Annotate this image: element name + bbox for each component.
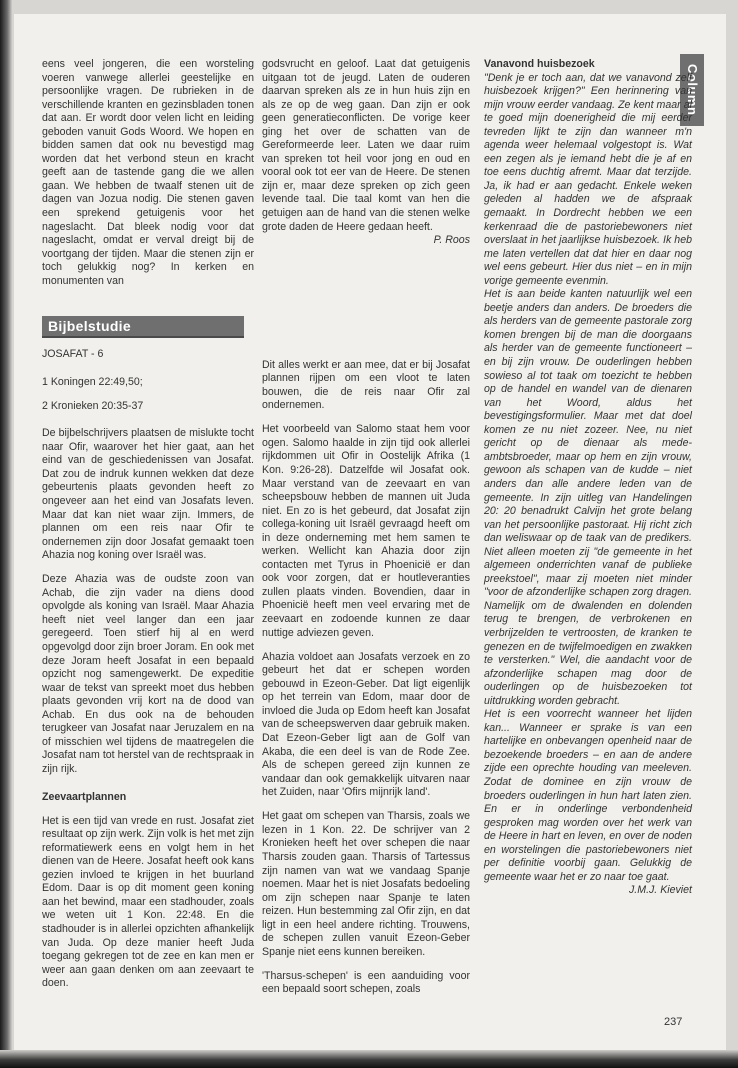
article-paragraph: Het gaat om schepen van Tharsis, zoals we lezen in 1 Kon. 22. De schrijver van 2 Kronieken heeft het over schepen die naar Tharsis zouden gaan. Tharsis of Tartessus zijn namen van wat we vandaag Spanje noemen. Maar het is niet Josafats bedoeling om zijn schepen naar Spanje te laten reizen. Hun bestemming zal Ofir zijn, en dat ligt in een heel andere richting. Trouwens, de schepen zullen vanuit Ezeon-Geber Spanje niet eens kunnen bereiken. (262, 810, 470, 958)
column-three (484, 58, 692, 898)
article-paragraph: Het is een tijd van vrede en rust. Josafat ziet resultaat op zijn werk. Zijn volk is het met zijn reformatiewerk eens en volgt hem in het dienen van de Heere. Josafat heeft ook kans gezien invloed te krijgen in het buurland Edom. Daar is op dit moment geen koning aan het bewind, maar een stadhouder, zoals we weten uit 1 Kon. 22:48. En die stadhouder is in allerlei opzichten afhankelijk van Juda. Op deze manier heeft Juda toegang gekregen tot de zee en kan men er weer aan gaan denken om aan zeevaart te doen. (42, 814, 254, 990)
article-paragraph: Dit alles werkt er aan mee, dat er bij Josafat plannen rijpen om een vloot te laten bouwen, die de reis naar Ofir zal ondernemen. (262, 358, 470, 412)
article-paragraph: Het voorbeeld van Salomo staat hem voor ogen. Salomo haalde in zijn tijd ook allerlei rijkdommen uit Ofir in Oostelijk Afrika (1 Kon. 9:26-28). Datzelfde wil Josafat ook. Maar verstand van de zeevaart en van scheepsbouw hebben de mannen uit Juda niet. En zo is het gebeurd, dat Josafat zijn collega-koning uit Israël gevraagd heeft om in deze onderneming met hem samen te werken. Wellicht kan Ahazia door zijn contacten met Tyrus in Phoenicië er dan ook voor zorgen, dat er houtleveranties zullen plaats vinden. Bovendien, daar in Phoenicië heeft men veel ervaring met de zeevaart en zodoende kunnen ze daar nuttige adviezen geven. (262, 423, 470, 639)
column-paragraph: Het is aan beide kanten natuurlijk wel een beetje anders dan anders. De broeders die als herders van de gemeente pastorale zorg komen brengen bij de man die doorgaans als herder van de gemeente functioneert – en bij zijn vrouw. De ouderlingen hebben sowieso al tot taak om toezicht te hebben op de handel en wandel van de dienaren van het Woord, aldus het bevestigingsformulier. Maar met dat doel komen ze nu niet zozeer. Nee, nu niet gericht op de dienaar als mede-ambtsbroeder, maar op hem en zijn vrouw, gewoon als schapen van de kudde – niet anders dan alle andere leden van de gemeente. In zijn uitleg van Handelingen 20: 20 benadrukt Calvijn het grote belang van het persoonlijke pastoraat. Hij richt zich dan weliswaar op de taak van de predikers. Niet alleen moeten zij "de gemeente in het algemeen onderrichten vanaf de publieke preekstoel", maar zij moeten niet minder "voor de afzonderlijke schapen zorg dragen. Namelijk om de dwalenden en dolenden terug te brengen, de verbrokenen en verbrijzelden te vertroosten, de kranken te genezen en de twijfelmoedigen en zwakken te versterken." Wel, die aandacht voor de afzonderlijke schapen mag door de ouderlingen op de huisbezoeken tot uitdrukking worden gebracht. (484, 288, 692, 707)
column-two-article (262, 348, 470, 1008)
column-one-article (42, 348, 254, 1001)
article-paragraph: Deze Ahazia was de oudste zoon van Achab, die zijn vader na diens dood opvolgde als koning van Israël. Maar Ahazia heeft niet veel langer dan een jaar geregeerd. Toen stierf hij al en werd opgevolgd door zijn broer Joram. En ook met deze Joram heeft Josafat in een bepaald opzicht nog samengewerkt. De expeditie waar de tekst van spreekt moet dus hebben plaats gevonden vrij kort na de dood van Achab. En dus ook na de behouden terugkeer van Josafat naar Jeruzalem en na of misschien wel tijdens de maatregelen die Josafat nam tot herstel van de rechtspraak in zijn rijk. (42, 573, 254, 775)
column-section-tab: Column (680, 54, 704, 126)
column-two-top (262, 58, 470, 248)
section-heading-bijbelstudie: Bijbelstudie (42, 316, 244, 338)
column-author: J.M.J. Kieviet (629, 884, 692, 897)
author-byline: P. Roos (433, 234, 470, 247)
scripture-reference-1: 1 Koningen 22:49,50; (42, 375, 143, 388)
column-paragraph: Het is een voorrecht wanneer het lijden kan... Wanneer er sprake is van een hartelijke en onbevangen openheid naar de bezoekende broeders – en aan de andere zijde een oprechte houding van meeleven. Zodat de dominee en zijn vrouw de broeders ouderlingen in hun hart laten zien. En er in onderlinge verbondenheid gesproken mag worden over het werk van de Heere in hart en leven, en over de noden en worstelingen die pastoriebewoners niet per definitie voorbij gaan. Gelukkig de gemeente waar het er zo naar toe gaat. (484, 708, 692, 883)
column-body (484, 72, 692, 898)
scan-shadow-left (0, 0, 12, 1068)
column-one-top (42, 58, 254, 288)
column-heading: Vanavond huisbezoek (484, 58, 595, 70)
article-label: JOSAFAT - 6 (42, 348, 104, 360)
article-paragraph: Ahazia voldoet aan Josafats verzoek en zo gebeurt het dat er schepen worden gebouwd in Ezeon-Geber. Dat ligt eigenlijk op het terrein van Edom, maar door de invloed die Juda op Edom heeft kan Josafat van de scheepswerven daar gebruik maken. Dat Ezeon-Geber ligt aan de Golf van Akaba, die een deel is van de Rode Zee. Als de schepen gereed zijn kunnen ze vandaar dan ook gemakkelijk uitvaren naar het Zuiden, naar 'Ofirs mijnrijk land'. (262, 650, 470, 799)
scan-shadow-bottom (0, 1050, 738, 1068)
column-paragraph: "Denk je er toch aan, dat we vanavond zelf huisbezoek krijgen?" Een herinnering van mijn vrouw eerder vandaag. Ze kent maar al te goed mijn doenerigheid die mij eerder tevreden lijkt te zijn dan wanneer m'n agenda weer helemaal volgestopt is. Wat een zegen als je iemand hebt die je af en toe eens duchtig afremt. Maar dat terzijde. Ja, ik had er aan gedacht. Enkele weken geleden al hadden we de afspraak gemaakt. In Dordrecht hebben we een kerkenraad die de pastoriebewoners niet overslaat in het jaarlijkse huisbezoek. Ik heb me laten vertellen dat dat hier en daar nog wel eens gebeurt. Hier dus niet – en in mijn vorige gemeente evenmin. (484, 71, 692, 287)
article-paragraph: 'Tharsus-schepen' is een aanduiding voor een bepaald soort schepen, zoals (262, 969, 470, 996)
article-paragraph: De bijbelschrijvers plaatsen de mislukte tocht naar Ofir, waarover het hier gaat, aan het eind van de geschiedenissen van Josafat. Dat zou de indruk kunnen wekken dat deze gebeurtenis plaats gevonden heeft zo ongeveer aan het eind van Josafats leven. Maar dat kan niet waar zijn. Immers, de plannen om een reis naar Ofir te ondernemen zijn door Josafat gemaakt toen Ahazia nog koning over Israël was. (42, 427, 254, 562)
page-number: 237 (664, 1016, 683, 1028)
scripture-reference-2: 2 Kronieken 20:35-37 (42, 399, 144, 412)
magazine-page (14, 14, 726, 1050)
intro-continuation-text-2: godsvrucht en geloof. Laat dat getuigenis uitgaan tot de jeugd. Laten de ouderen daarvan spreken als ze in hun huis zijn en als ze op de weg gaan. Dan zijn er ook geen generatieconflicten. De vorige keer ging het over de schatten van de Gereformeerde leer. Laten we daar ruim van spreken tot heil voor jong en oud en vooral ook tot eer van de Heere. De stenen zijn er, maar deze spreken op zich geen levende taal. Die taal komt van hen die getuigen aan de hand van die stenen welke grote daden de Heere gedaan heeft. (262, 58, 470, 233)
intro-continuation-text: eens veel jongeren, die een worsteling voeren vanwege allerlei geestelijke en persoonlijke vragen. De rubrieken in de verschillende kranten en gezinsbladen tonen dat aan. Er wordt door velen licht en leiding geboden vanuit Gods Woord. We hopen en bidden samen dat ook nu bevestigd mag worden dat het verbond steun en kracht geeft aan de tastende gang die we allen gaan. We hebben de twaalf stenen uit de dagen van Jozua nodig. Die stenen gaven een sprekend getuigenis voor het nageslacht. Dat bleek nodig voor dat nageslacht, omdat er verval dreigt bij de voortgang der tijden. Maar die stenen zijn er toch gelukkig nog? In kerken en monumenten van (42, 58, 254, 287)
article-subheading: Zeevaartplannen (42, 790, 127, 803)
